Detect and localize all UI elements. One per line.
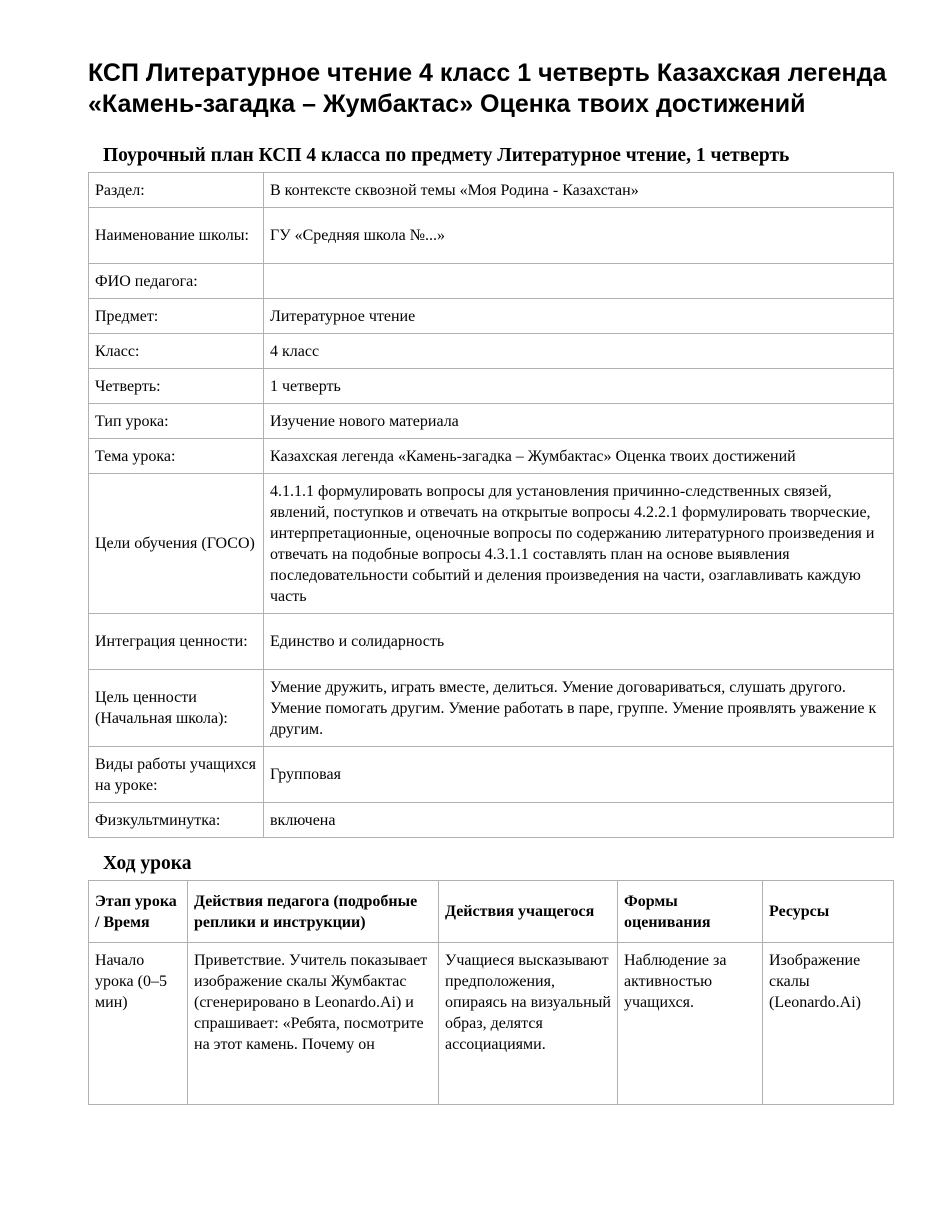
table-row bbox=[89, 670, 894, 747]
cell-teacher-actions: Приветствие. Учитель показывает изображение скалы Жумбактас (сгенерировано в Leonardo.Ai) и спрашивает: «Ребята, посмотрите на этот камень. Почему он bbox=[188, 943, 439, 1105]
lesson-flow-table bbox=[88, 880, 894, 1105]
cell-stage: Начало урока (0–5 мин) bbox=[89, 943, 188, 1105]
row-value-school: ГУ «Средняя школа №...» bbox=[264, 208, 894, 264]
table-row bbox=[89, 803, 894, 838]
column-header-student-actions: Действия учащегося bbox=[439, 881, 618, 943]
row-label-physical-break: Физкультминутка: bbox=[89, 803, 264, 838]
row-label-school: Наименование школы: bbox=[89, 208, 264, 264]
row-value-value-integration: Единство и солидарность bbox=[264, 614, 894, 670]
row-value-lesson-topic: Казахская легенда «Камень-загадка – Жумбактас» Оценка твоих достижений bbox=[264, 439, 894, 474]
row-label-work-types: Виды работы учащихся на уроке: bbox=[89, 747, 264, 803]
plan-heading: Поурочный план КСП 4 класса по предмету Литературное чтение, 1 четверть bbox=[103, 145, 790, 166]
table-row bbox=[89, 173, 894, 208]
row-value-lesson-type: Изучение нового материала bbox=[264, 404, 894, 439]
table-row bbox=[89, 208, 894, 264]
document-title: КСП Литературное чтение 4 класс 1 четверть Казахская легенда «Камень-загадка – Жумбактас» Оценка твоих достижений bbox=[88, 59, 887, 118]
column-header-assessment: Формы оценивания bbox=[618, 881, 763, 943]
cell-assessment: Наблюдение за активностью учащихся. bbox=[618, 943, 763, 1105]
row-value-subject: Литературное чтение bbox=[264, 299, 894, 334]
row-value-physical-break: включена bbox=[264, 803, 894, 838]
row-label-subject: Предмет: bbox=[89, 299, 264, 334]
table-row bbox=[89, 439, 894, 474]
table-row bbox=[89, 404, 894, 439]
row-label-lesson-type: Тип урока: bbox=[89, 404, 264, 439]
table-row bbox=[89, 369, 894, 404]
row-value-quarter: 1 четверть bbox=[264, 369, 894, 404]
table-row bbox=[89, 614, 894, 670]
lesson-flow-heading: Ход урока bbox=[103, 853, 192, 874]
table-row bbox=[89, 747, 894, 803]
lesson-plan-info-table bbox=[88, 172, 894, 838]
row-label-quarter: Четверть: bbox=[89, 369, 264, 404]
row-value-grade: 4 класс bbox=[264, 334, 894, 369]
row-label-lesson-topic: Тема урока: bbox=[89, 439, 264, 474]
table-row bbox=[89, 264, 894, 299]
table-row bbox=[89, 474, 894, 614]
column-header-teacher-actions: Действия педагога (подробные реплики и инструкции) bbox=[188, 881, 439, 943]
row-value-work-types: Групповая bbox=[264, 747, 894, 803]
document-page bbox=[88, 58, 893, 1105]
row-label-value-goal: Цель ценности (Начальная школа): bbox=[89, 670, 264, 747]
table-row bbox=[89, 299, 894, 334]
row-label-grade: Класс: bbox=[89, 334, 264, 369]
table-row bbox=[89, 943, 894, 1105]
row-value-learning-goals: 4.1.1.1 формулировать вопросы для установления причинно-следственных связей, явлений, поступков и отвечать на открытые вопросы 4.2.2.1 формулировать творческие, интерпретационные, оценочные вопросы по содержанию литературного произведения и отвечать на подобные вопросы 4.3.1.1 составлять план на основе выявления последовательности событий и деления произведения на части, озаглавливать каждую часть bbox=[264, 474, 894, 614]
table-header-row bbox=[89, 881, 894, 943]
table-row bbox=[89, 334, 894, 369]
cell-resources: Изображение скалы (Leonardo.Ai) bbox=[763, 943, 894, 1105]
row-value-section: В контексте сквозной темы «Моя Родина - Казахстан» bbox=[264, 173, 894, 208]
row-value-value-goal: Умение дружить, играть вместе, делиться. Умение договариваться, слушать другого. Умение помогать другим. Умение работать в паре, группе. Умение проявлять уважение к другим. bbox=[264, 670, 894, 747]
row-label-teacher: ФИО педагога: bbox=[89, 264, 264, 299]
row-label-learning-goals: Цели обучения (ГОСО) bbox=[89, 474, 264, 614]
column-header-stage: Этап урока / Время bbox=[89, 881, 188, 943]
row-value-teacher bbox=[264, 264, 894, 299]
cell-student-actions: Учащиеся высказывают предположения, опираясь на визуальный образ, делятся ассоциациями. bbox=[439, 943, 618, 1105]
column-header-resources: Ресурсы bbox=[763, 881, 894, 943]
row-label-value-integration: Интеграция ценности: bbox=[89, 614, 264, 670]
row-label-section: Раздел: bbox=[89, 173, 264, 208]
